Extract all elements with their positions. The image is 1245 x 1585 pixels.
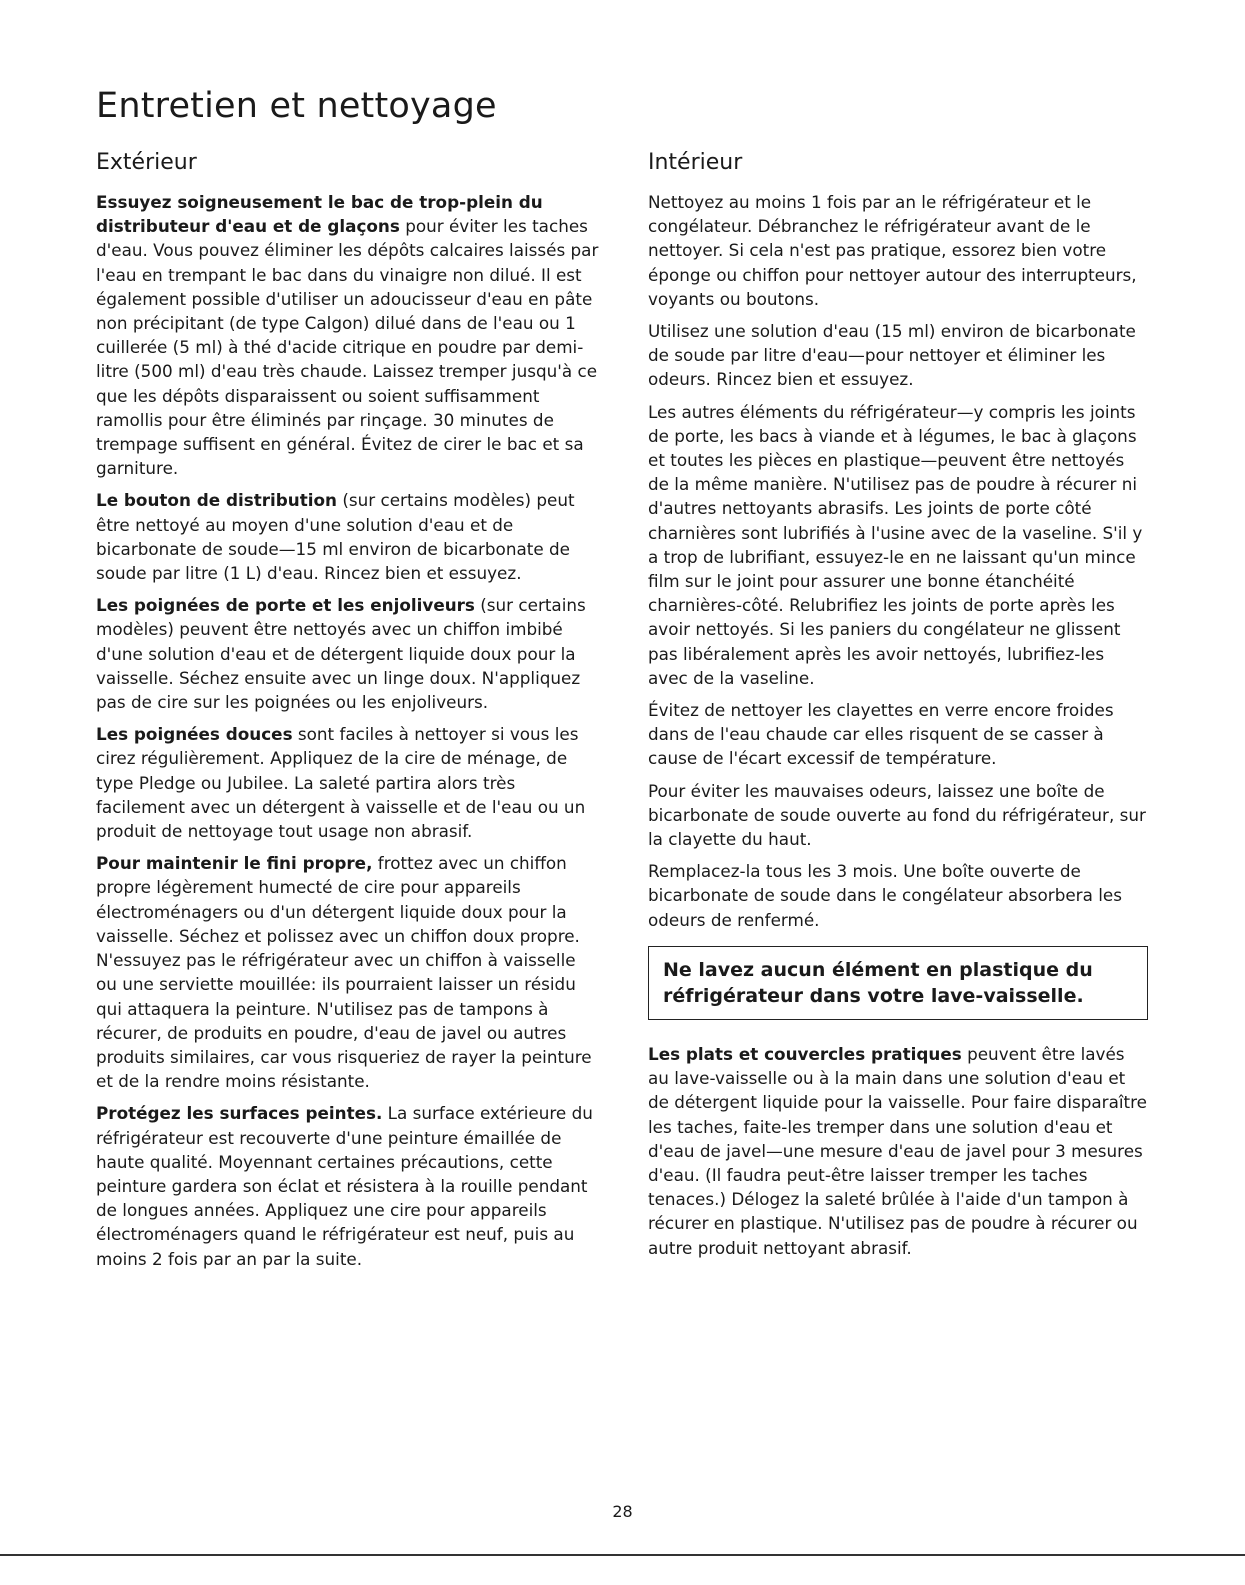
paragraph-lead: Le bouton de distribution <box>96 490 337 511</box>
paragraph-lead: Les poignées douces <box>96 724 293 745</box>
interior-column <box>648 148 1148 1268</box>
paragraph-dispenser-button <box>96 488 601 585</box>
exterior-column <box>96 148 601 1279</box>
page-number: 28 <box>612 1502 633 1521</box>
page-title: Entretien et nettoyage <box>96 86 497 126</box>
paragraph-containers <box>648 1042 1148 1260</box>
paragraph-text: (sur certains modèles) peuvent être nettoyés avec un chiffon imbibé d'une solution d'eau et de détergent liquide doux pour la vaisselle. Séchez ensuite avec un linge doux. N'appliquez pas de cire sur les poignées ou les enjoliveurs. <box>96 595 586 713</box>
paragraph-interior-2: Utilisez une solution d'eau (15 ml) environ de bicarbonate de soude par litre d'eau—pour nettoyer et éliminer les odeurs. Rincez bien et essuyez. <box>648 321 1136 390</box>
paragraph-finish <box>96 851 601 1093</box>
paragraph-lead: Pour maintenir le fini propre, <box>96 853 373 874</box>
paragraph-interior-1: Nettoyez au moins 1 fois par an le réfrigérateur et le congélateur. Débranchez le réfrigérateur avant de le nettoyer. Si cela n'est pas pratique, essorez bien votre éponge ou chiffon pour nettoyer autour des interrupteurs, voyants ou boutons. <box>648 192 1137 309</box>
paragraph-text: pour éviter les taches d'eau. Vous pouvez éliminer les dépôts calcaires laissés par l'eau en trempant le bac dans du vinaigre non dilué. Il est également possible d'utiliser un adoucisseur d'eau en pâte non précipitant (de type Calgon) dilué dans de l'eau ou 1 cuillerée (5 ml) à thé d'acide citrique en poudre par demi-litre (500 ml) d'eau très chaude. Laissez tremper jusqu'à ce que les dépôts disparaissent ou soient suffisamment ramollis pour être éliminés par rinçage. 30 minutes de trempage suffisent en général. Évitez de cirer le bac et sa garniture. <box>96 216 599 479</box>
paragraph-soft-handles <box>96 722 601 843</box>
paragraph-water-tray <box>96 190 601 480</box>
paragraph-interior-4: Évitez de nettoyer les clayettes en verre encore froides dans de l'eau chaude car elles risquent de se casser à cause de l'écart excessif de température. <box>648 700 1114 769</box>
paragraph-text: frottez avec un chiffon propre légèrement humecté de cire pour appareils électroménagers ou d'un détergent liquide doux pour la vaisselle. Séchez et polissez avec un chiffon doux propre. N'essuyez pas le réfrigérateur avec un chiffon à vaisselle ou une serviette mouillée: ils pourraient laisser un résidu qui attaquera la peinture. N'utilisez pas de tampons à récurer, de produits en poudre, d'eau de javel ou autres produits similaires, car vous risqueriez de rayer la peinture et de la rendre moins résistante. <box>96 853 592 1092</box>
paragraph-lead: Les poignées de porte et les enjoliveurs <box>96 595 475 616</box>
exterior-heading: Extérieur <box>96 150 197 175</box>
paragraph-text: peuvent être lavés au lave-vaisselle ou à la main dans une solution d'eau et de détergent liquide pour la vaisselle. Pour faire disparaître les taches, faite-les tremper dans une solution d'eau et d'eau de javel—une mesure d'eau de javel pour 3 mesures d'eau. (Il faudra peut-être laisser tremper les taches tenaces.) Délogez la saleté brûlée à l'aide d'un tampon à récurer en plastique. N'utilisez pas de poudre à récurer ou autre produit nettoyant abrasif. <box>648 1043 1147 1258</box>
paragraph-text: sont faciles à nettoyer si vous les cirez régulièrement. Appliquez de la cire de ménage, de type Pledge ou Jubilee. La saleté partira alors très facilement avec un détergent à vaisselle et de l'eau ou un produit de nettoyage tout usage non abrasif. <box>96 724 586 842</box>
bottom-rule <box>0 1554 1245 1556</box>
warning-box: Ne lavez aucun élément en plastique du réfrigérateur dans votre lave-vaisselle. <box>648 946 1148 1020</box>
interior-heading: Intérieur <box>648 150 743 175</box>
paragraph-lead: Les plats et couvercles pratiques <box>648 1043 962 1064</box>
paragraph-lead: Protégez les surfaces peintes. <box>96 1103 383 1124</box>
paragraph-interior-3: Les autres éléments du réfrigérateur—y compris les joints de porte, les bacs à viande et à légumes, le bac à glaçons et toutes les pièces en plastique—peuvent être nettoyés de la même manière. N'utilisez pas de poudre à récurer ni d'autres nettoyants abrasifs. Les joints de porte côté charnières sont lubrifiés à l'usine avec de la vaseline. S'il y a trop de lubrifiant, essuyez-le en ne laissant qu'un mince film sur le joint pour assurer une bonne étanchéité charnières-côté. Relubrifiez les joints de porte après les avoir nettoyés. Si les paniers du congélateur ne glissent pas libéralement après les avoir nettoyés, lubrifiez-les avec de la vaseline. <box>648 401 1143 688</box>
paragraph-door-handles <box>96 593 601 714</box>
paragraph-text: (sur certains modèles) peut être nettoyé au moyen d'une solution d'eau et de bicarbonate de soude—15 ml environ de bicarbonate de soude par litre (1 L) d'eau. Rincez bien et essuyez. <box>96 490 575 584</box>
paragraph-interior-6: Remplacez-la tous les 3 mois. Une boîte ouverte de bicarbonate de soude dans le congélateur absorbera les odeurs de renfermé. <box>648 861 1122 930</box>
paragraph-text: La surface extérieure du réfrigérateur est recouverte d'une peinture émaillée de haute qualité. Moyennant certaines précautions, cette peinture gardera son éclat et résistera à la rouille pendant de longues années. Appliquez une cire pour appareils électroménagers quand le réfrigérateur est neuf, puis au moins 2 fois par an par la suite. <box>96 1103 593 1269</box>
paragraph-lead: Essuyez soigneusement le bac de trop-plein du distributeur d'eau et de glaçons <box>96 192 543 237</box>
paragraph-interior-5: Pour éviter les mauvaises odeurs, laissez une boîte de bicarbonate de soude ouverte au fond du réfrigérateur, sur la clayette du haut. <box>648 780 1146 850</box>
paragraph-painted-surfaces <box>96 1101 601 1270</box>
